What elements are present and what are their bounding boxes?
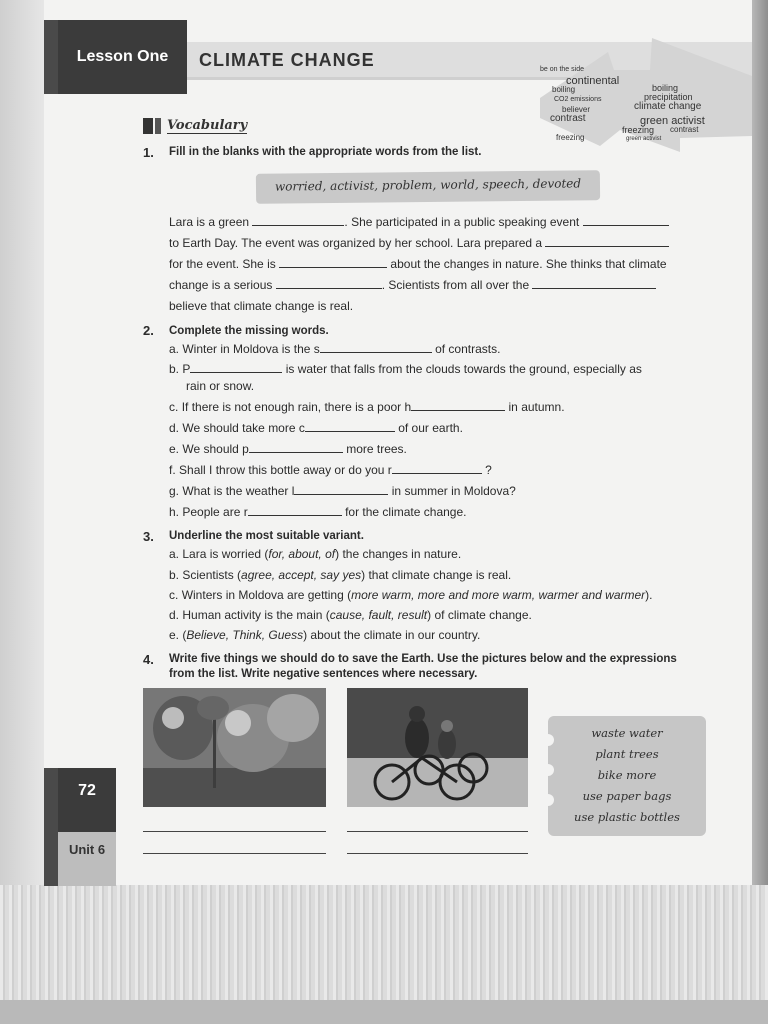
- word-cloud-arrow: [530, 26, 752, 152]
- blank-line[interactable]: [583, 225, 669, 226]
- heading-square-icon: [155, 118, 161, 134]
- ex3-item-a: [169, 547, 461, 561]
- page-number-tab: [58, 768, 116, 832]
- item-letter: f.: [169, 463, 176, 477]
- ex1-line: [169, 236, 669, 250]
- blank-line[interactable]: [392, 473, 482, 474]
- item-text: Winter in Moldova is the s: [182, 342, 320, 356]
- ex2-item-f: [169, 463, 492, 477]
- item-text: People are r: [182, 505, 248, 519]
- item-text: ).: [645, 588, 653, 602]
- cloud-word: green activist: [626, 136, 662, 142]
- ex1-line: [169, 278, 656, 292]
- item-text: more trees.: [346, 442, 407, 456]
- ex3-number: 3.: [143, 529, 154, 544]
- item-text: of our earth.: [398, 421, 463, 435]
- item-text: in autumn.: [508, 400, 565, 414]
- heading-square-icon: [143, 118, 153, 134]
- item-letter: h.: [169, 505, 180, 519]
- unit-label: Unit 6: [68, 842, 106, 857]
- blank-line[interactable]: [545, 246, 669, 247]
- item-letter: b.: [169, 568, 180, 582]
- ex1-text: change is a serious: [169, 278, 273, 292]
- cloud-word: be on the side: [540, 66, 584, 73]
- expression-item: bike more: [597, 768, 657, 782]
- item-text: ) about the climate in our country.: [303, 628, 481, 642]
- blank-line[interactable]: [249, 452, 343, 453]
- answer-line[interactable]: [347, 853, 528, 854]
- item-options[interactable]: for, about, of: [268, 547, 336, 561]
- cloud-word: believer: [562, 105, 591, 114]
- expression-item: use paper bags: [582, 789, 672, 803]
- ex1-text: . Scientists from all over the: [381, 278, 530, 292]
- ex3-item-c: [169, 588, 653, 602]
- item-text: If there is not enough rain, there is a poor h: [181, 400, 412, 414]
- lesson-label: Lesson One: [76, 48, 169, 65]
- lesson-tab: [58, 20, 187, 94]
- blank-line[interactable]: [305, 431, 395, 432]
- answer-line[interactable]: [143, 831, 326, 832]
- item-text: ) that climate change is real.: [361, 568, 512, 582]
- cloud-word: boiling: [652, 83, 679, 93]
- ex1-instruction: Fill in the blanks with the appropriate words from the list.: [169, 146, 482, 158]
- item-letter: g.: [169, 484, 180, 498]
- footer-edge-strip: [44, 768, 58, 886]
- ex4-instruction-1: Write five things we should do to save the Earth. Use the pictures below and the expressions: [169, 653, 677, 665]
- item-text: Shall I throw this bottle away or do you r: [179, 463, 392, 477]
- item-text: is water that falls from the clouds towards the ground, especially as: [285, 362, 642, 376]
- ex4-number: 4.: [143, 652, 154, 667]
- cloud-word: green activist: [640, 115, 705, 127]
- ex2-item-b-cont: rain or snow.: [186, 379, 255, 393]
- item-text: Lara is worried (: [182, 547, 269, 561]
- item-text: P: [182, 362, 191, 376]
- blank-line[interactable]: [252, 225, 344, 226]
- ex2-item-h: [169, 505, 466, 519]
- scan-left-edge: [0, 0, 44, 890]
- item-letter: e.: [169, 628, 180, 642]
- item-letter: e.: [169, 442, 180, 456]
- answer-line[interactable]: [347, 831, 528, 832]
- item-options[interactable]: cause, fault, result: [329, 608, 428, 622]
- page-title: CLIMATE CHANGE: [199, 50, 375, 70]
- cloud-word: continental: [566, 75, 620, 87]
- item-letter: d.: [169, 608, 180, 622]
- vocabulary-label: Vocabulary: [167, 118, 248, 133]
- ex1-line: believe that climate change is real.: [169, 299, 354, 313]
- unit-tab: [58, 832, 116, 886]
- scan-bottom-shade: [0, 1000, 768, 1024]
- ex3-item-d: [169, 608, 532, 622]
- item-text: (: [182, 628, 187, 642]
- ex1-text: to Earth Day. The event was organized by her school. Lara prepared a: [169, 236, 543, 250]
- item-options[interactable]: agree, accept, say yes: [241, 568, 362, 582]
- ex2-number: 2.: [143, 323, 154, 338]
- ex3-item-e: [169, 628, 480, 642]
- ex2-item-e: [169, 442, 407, 456]
- ex3-item-b: [169, 568, 511, 582]
- cycling-image: [347, 688, 528, 807]
- item-text: Human activity is the main (: [182, 608, 330, 622]
- header-edge-strip: [44, 20, 58, 94]
- planting-trees-photo: [143, 688, 326, 807]
- ex1-line: [169, 257, 667, 271]
- item-text: We should take more c: [182, 421, 305, 435]
- item-text: ) the changes in nature.: [335, 547, 462, 561]
- ex1-text: for the event. She is: [169, 257, 276, 271]
- ex2-item-g: [169, 484, 516, 498]
- item-text: ?: [485, 463, 492, 477]
- ex1-line: [169, 215, 669, 229]
- blank-line[interactable]: [248, 515, 342, 516]
- cloud-word: climate change: [634, 101, 702, 112]
- cloud-word: precipitation: [644, 92, 693, 102]
- cloud-word: freezing: [556, 133, 585, 142]
- item-letter: c.: [169, 400, 179, 414]
- ex1-text: Lara is a green: [169, 215, 250, 229]
- page-number: 72: [78, 782, 96, 799]
- expressions-box: [548, 716, 706, 836]
- word-list-banner: [256, 170, 600, 204]
- expression-item: use plastic bottles: [574, 810, 680, 824]
- cloud-word: boiling: [552, 85, 576, 94]
- item-text: for the climate change.: [345, 505, 467, 519]
- blank-line[interactable]: [190, 372, 282, 373]
- item-text: Scientists (: [182, 568, 242, 582]
- ex4-instruction-2: from the list. Write negative sentences where necessary.: [169, 668, 478, 680]
- item-letter: a.: [169, 342, 180, 356]
- expression-item: plant trees: [595, 747, 659, 761]
- item-text: of contrasts.: [435, 342, 501, 356]
- item-letter: b.: [169, 362, 180, 376]
- item-text: We should p: [182, 442, 249, 456]
- item-letter: d.: [169, 421, 180, 435]
- blank-line[interactable]: [276, 288, 382, 289]
- vocabulary-heading: [143, 118, 247, 134]
- ex1-number: 1.: [143, 145, 154, 160]
- answer-line[interactable]: [143, 853, 326, 854]
- blank-line[interactable]: [279, 267, 387, 268]
- cycling-photo: [347, 688, 528, 807]
- item-text: Winters in Moldova are getting (: [181, 588, 352, 602]
- item-letter: a.: [169, 547, 180, 561]
- item-options[interactable]: more warm, more and more warm, warmer and warmer: [351, 588, 646, 602]
- item-letter: c.: [169, 588, 179, 602]
- ex2-item-a: [169, 342, 500, 356]
- word-list: worried, activist, problem, world, speech, devoted: [274, 176, 582, 194]
- cloud-word: CO2 emissions: [554, 96, 602, 103]
- blank-line[interactable]: [411, 410, 505, 411]
- blank-line[interactable]: [294, 494, 388, 495]
- ex2-item-c: [169, 400, 565, 414]
- cloud-word: freezing: [622, 125, 655, 135]
- item-options[interactable]: Believe, Think, Guess: [186, 628, 304, 642]
- cloud-word: contrast: [550, 113, 586, 124]
- blank-line[interactable]: [532, 288, 656, 289]
- ex3-instruction: Underline the most suitable variant.: [169, 530, 364, 542]
- expression-item: waste water: [591, 726, 663, 740]
- cloud-word: contrast: [670, 125, 699, 134]
- item-text: ) of climate change.: [427, 608, 532, 622]
- planting-trees-image: [143, 688, 326, 807]
- item-text: What is the weather l: [182, 484, 295, 498]
- item-text: in summer in Moldova?: [391, 484, 516, 498]
- ex2-instruction: Complete the missing words.: [169, 325, 329, 337]
- ex2-item-d: [169, 421, 463, 435]
- ex1-text: . She participated in a public speaking event: [344, 215, 580, 229]
- blank-line[interactable]: [320, 352, 432, 353]
- ex2-item-b: [169, 362, 642, 376]
- ex1-text: about the changes in nature. She thinks that climate: [390, 257, 667, 271]
